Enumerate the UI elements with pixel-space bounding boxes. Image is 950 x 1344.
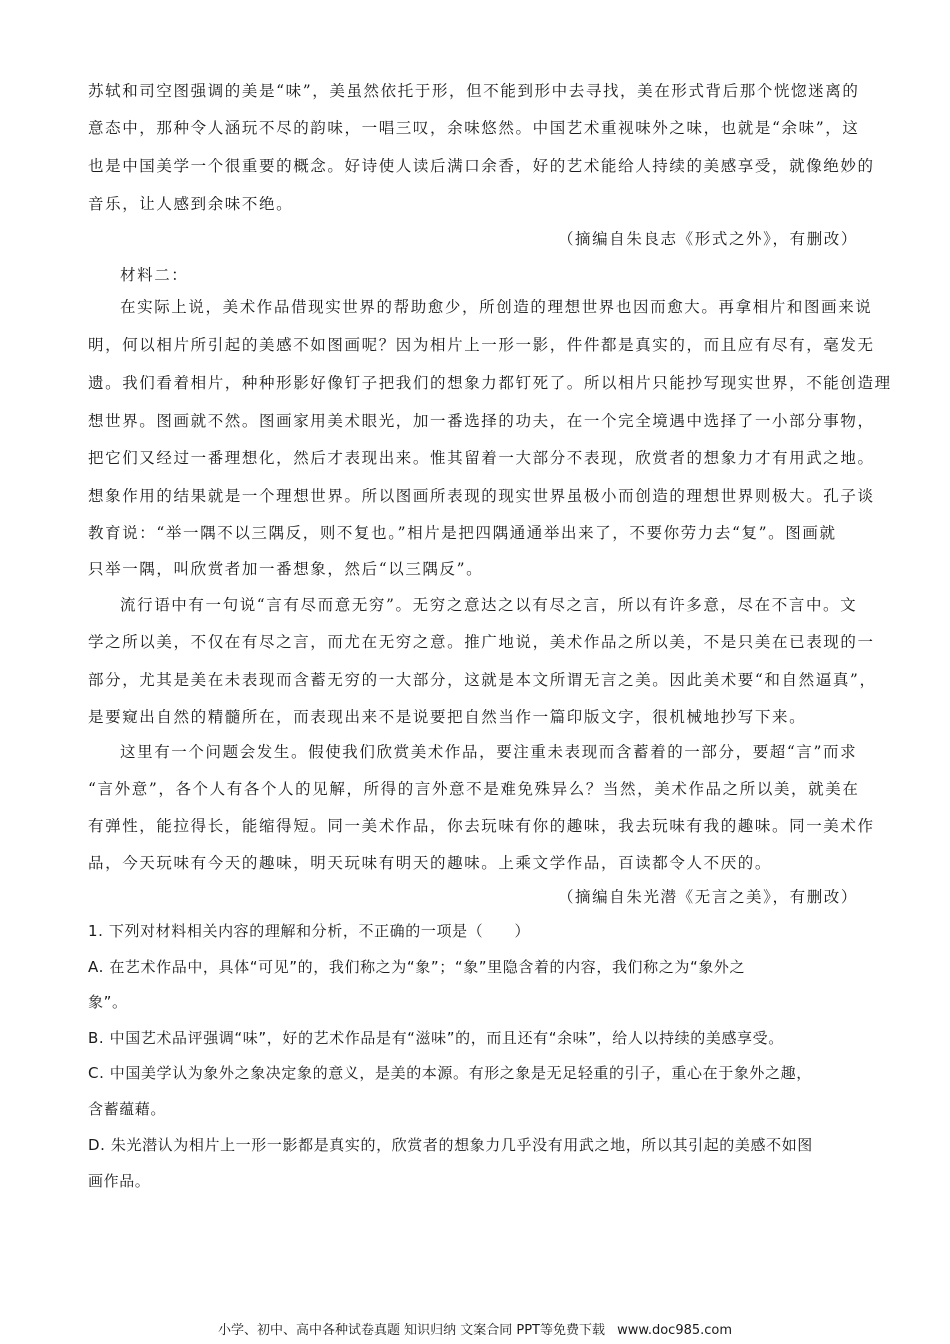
material2-para1-line-7: 教育说：“举一隅不以三隅反，则不复也。”相片是把四隅通通举出来了，不要你劳力去“复”。图画就 [88, 524, 837, 542]
material2-para3-line-1: 这里有一个问题会发生。假使我们欣赏美术作品，要注重未表现而含蓄着的一部分，要超“言”而求 [120, 743, 858, 761]
footer-text: 小学、初中、高中各种试卷真题 知识归纳 文案合同 PPT等免费下载 [217, 1323, 605, 1338]
material2-para3-line-3: 有弹性，能拉得长，能缩得短。同一美术作品，你去玩味有你的趣味，我去玩味有我的趣味。同一美术作 [88, 817, 875, 835]
material2-para1-line-1: 在实际上说，美术作品借现实世界的帮助愈少，所创造的理想世界也因而愈大。再拿相片和图画来说 [120, 298, 873, 316]
footer-url[interactable]: www.doc985.com [617, 1323, 733, 1338]
material2-heading: 材料二： [120, 266, 189, 284]
option-a-line-1: A. 在艺术作品中，具体“可见”的，我们称之为“象”；“象”里隐含着的内容，我们称之为“象外之 [88, 958, 746, 976]
material2-para2-line-2: 学之所以美，不仅在有尽之言，而尤在无穷之意。推广地说，美术作品之所以美，不是只美在已表现的一 [88, 633, 875, 651]
material2-para1-line-2: 明，何以相片所引起的美感不如图画呢？因为相片上一形一影，件件都是真实的，而且应有尽有，毫发无 [88, 336, 875, 354]
option-c-line-1: C. 中国美学认为象外之象决定象的意义，是美的本源。有形之象是无足轻重的引子，重心在于象外之趣， [88, 1064, 812, 1082]
material1-line-1: 苏轼和司空图强调的美是“味”，美虽然依托于形，但不能到形中去寻找，美在形式背后那个恍惚迷离的 [88, 82, 860, 100]
material2-para2-line-3: 部分，尤其是美在未表现而含蓄无穷的一大部分，这就是本文所谓无言之美。因此美术要“和自然逼真”， [88, 671, 877, 689]
option-c-line-2: 含蓄蕴藉。 [88, 1100, 167, 1118]
material2-para1-line-8: 只举一隅，叫欣赏者加一番想象，然后“以三隅反”。 [88, 560, 484, 578]
material2-para1-line-6: 想象作用的结果就是一个理想世界。所以图画所表现的现实世界虽极小而创造的理想世界则极大。孔子谈 [88, 487, 875, 505]
material2-para1-line-3: 遗。我们看着相片，种种形影好像钉子把我们的想象力都钉死了。所以相片只能抄写现实世界，不能创造理 [88, 374, 892, 392]
option-d-line-2: 画作品。 [88, 1172, 151, 1190]
page-footer [0, 1322, 950, 1340]
material2-source: （摘编自朱光潜《无言之美》，有删改） [557, 888, 858, 906]
material1-line-3: 也是中国美学一个很重要的概念。好诗使人读后满口余香，好的艺术能给人持续的美感享受，就像绝妙的 [88, 157, 875, 175]
material2-para1-line-5: 把它们又经过一番理想化，然后才表现出来。惟其留着一大部分不表现，欣赏者的想象力才有用武之地。 [88, 449, 875, 467]
material2-para2-line-1: 流行语中有一句说“言有尽而意无穷”。无穷之意达之以有尽之言，所以有许多意，尽在不言中。文 [120, 596, 858, 614]
option-a-line-2: 象”。 [88, 993, 128, 1011]
material2-para1-line-4: 想世界。图画就不然。图画家用美术眼光，加一番选择的功夫，在一个完全境遇中选择了一小部分事物， [88, 412, 875, 430]
material2-para2-line-4: 是要窥出自然的精髓所在，而表现出来不是说要把自然当作一篇印版文字，很机械地抄写下来。 [88, 708, 807, 726]
material1-line-2: 意态中，那种令人涵玩不尽的韵味，一唱三叹，余味悠然。中国艺术重视味外之味，也就是“余味”，这 [88, 119, 860, 137]
material2-para3-line-4: 品，今天玩味有今天的趣味，明天玩味有明天的趣味。上乘文学作品，百读都令人不厌的。 [88, 854, 773, 872]
option-d-line-1: D. 朱光潜认为相片上一形一影都是真实的，欣赏者的想象力几乎没有用武之地，所以其引起的美感不如图 [88, 1136, 813, 1154]
material1-source: （摘编自朱良志《形式之外》，有删改） [557, 230, 858, 248]
material2-para3-line-2: “言外意”，各个人有各个人的见解，所得的言外意不是难免殊异么？当然，美术作品之所以美，就美在 [88, 780, 860, 798]
question-stem: 1. 下列对材料相关内容的理解和分析，不正确的一项是（ ） [88, 922, 531, 940]
material1-line-4: 音乐，让人感到余味不绝。 [88, 195, 294, 213]
option-b: B. 中国艺术品评强调“味”，好的艺术作品是有“滋味”的，而且还有“余味”，给人以持续的美感享受。 [88, 1029, 784, 1047]
